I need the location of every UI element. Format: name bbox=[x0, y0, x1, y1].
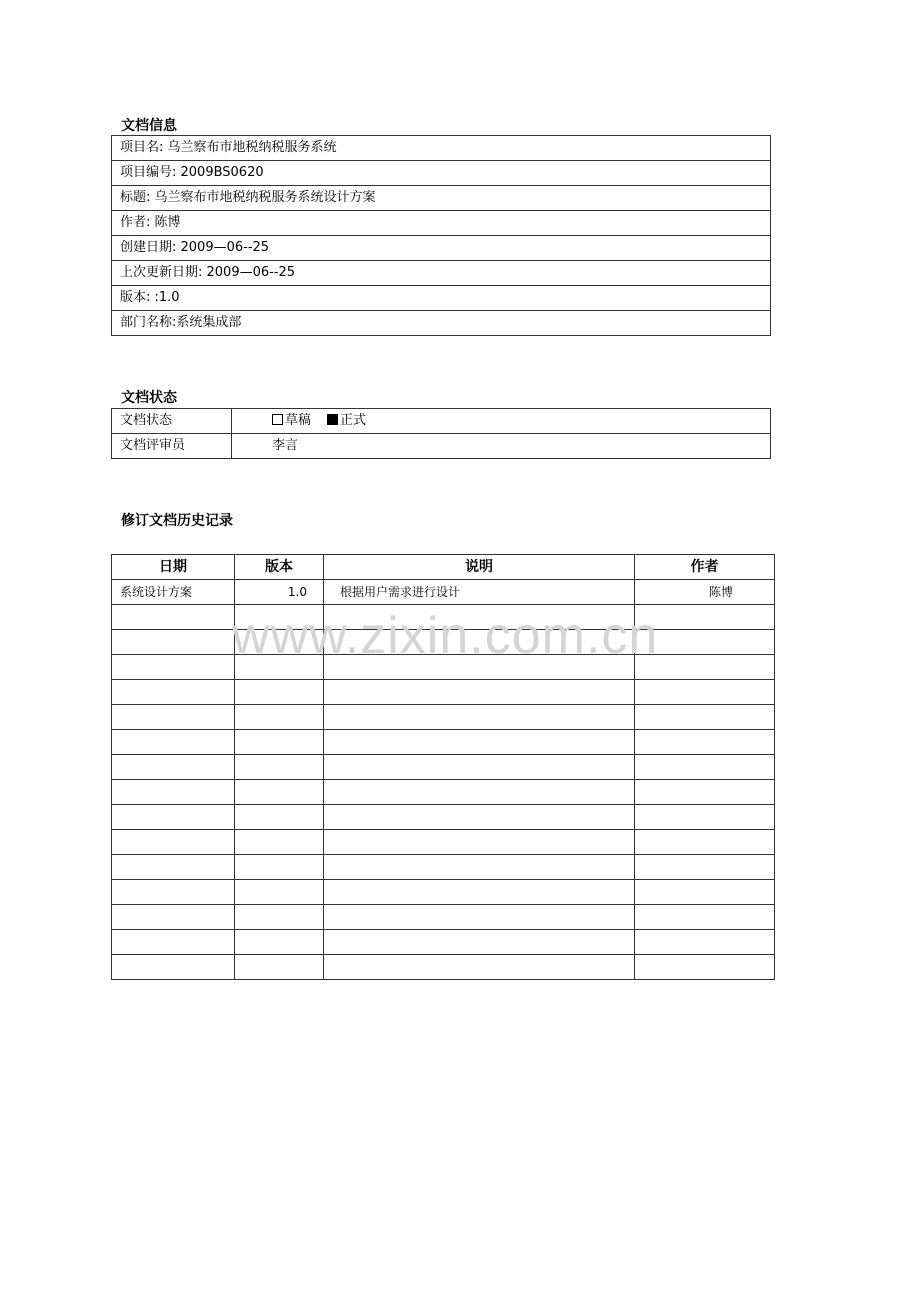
col-header-date: 日期 bbox=[112, 555, 235, 580]
cell-author bbox=[635, 730, 775, 755]
table-row bbox=[112, 580, 775, 605]
cell-description bbox=[324, 830, 635, 855]
cell-version bbox=[235, 805, 324, 830]
cell-author bbox=[635, 955, 775, 980]
doc-info-row bbox=[112, 311, 771, 336]
doc-info-row bbox=[112, 211, 771, 236]
cell-version bbox=[235, 705, 324, 730]
cell-date bbox=[112, 880, 235, 905]
cell-date bbox=[112, 755, 235, 780]
cell-date bbox=[112, 855, 235, 880]
table-row bbox=[112, 680, 775, 705]
table-row bbox=[112, 755, 775, 780]
table-row bbox=[112, 905, 775, 930]
table-row bbox=[112, 730, 775, 755]
cell-author bbox=[635, 830, 775, 855]
cell-date bbox=[112, 780, 235, 805]
doc-info-cell: 项目名: 乌兰察布市地税纳税服务系统 bbox=[112, 136, 771, 161]
draft-checkbox-icon[interactable] bbox=[272, 414, 283, 425]
cell-date: 系统设计方案 bbox=[112, 580, 235, 605]
col-header-author: 作者 bbox=[635, 555, 775, 580]
table-row bbox=[112, 705, 775, 730]
history-header-row bbox=[112, 555, 775, 580]
doc-info-table bbox=[111, 135, 771, 336]
cell-author bbox=[635, 805, 775, 830]
cell-author bbox=[635, 680, 775, 705]
draft-option-label: 草稿 bbox=[285, 413, 312, 428]
doc-info-row bbox=[112, 161, 771, 186]
cell-date bbox=[112, 680, 235, 705]
doc-info-cell: 上次更新日期: 2009—06--25 bbox=[112, 261, 771, 286]
doc-info-cell: 标题: 乌兰察布市地税纳税服务系统设计方案 bbox=[112, 186, 771, 211]
cell-description bbox=[324, 780, 635, 805]
doc-info-cell: 部门名称:系统集成部 bbox=[112, 311, 771, 336]
cell-date bbox=[112, 930, 235, 955]
cell-version bbox=[235, 930, 324, 955]
cell-date bbox=[112, 905, 235, 930]
cell-author bbox=[635, 930, 775, 955]
cell-date bbox=[112, 705, 235, 730]
final-option-label: 正式 bbox=[340, 413, 367, 428]
doc-info-cell: 作者: 陈博 bbox=[112, 211, 771, 236]
table-row bbox=[112, 855, 775, 880]
status-label: 文档状态 bbox=[112, 409, 232, 434]
doc-info-cell: 项目编号: 2009BS0620 bbox=[112, 161, 771, 186]
col-header-version: 版本 bbox=[235, 555, 324, 580]
cell-version bbox=[235, 880, 324, 905]
cell-version: 1.0 bbox=[235, 580, 324, 605]
table-row bbox=[112, 930, 775, 955]
status-options bbox=[232, 409, 771, 434]
cell-version bbox=[235, 780, 324, 805]
cell-description bbox=[324, 880, 635, 905]
reviewer-value: 李言 bbox=[232, 434, 771, 459]
cell-date bbox=[112, 655, 235, 680]
cell-date bbox=[112, 730, 235, 755]
cell-author bbox=[635, 780, 775, 805]
doc-info-row bbox=[112, 261, 771, 286]
doc-info-row bbox=[112, 136, 771, 161]
doc-info-cell: 创建日期: 2009—06--25 bbox=[112, 236, 771, 261]
table-row bbox=[112, 830, 775, 855]
doc-info-heading: 文档信息 bbox=[121, 118, 177, 134]
col-header-description: 说明 bbox=[324, 555, 635, 580]
doc-status-heading: 文档状态 bbox=[121, 390, 177, 406]
cell-author bbox=[635, 705, 775, 730]
table-row bbox=[112, 780, 775, 805]
cell-description bbox=[324, 955, 635, 980]
cell-date bbox=[112, 605, 235, 630]
reviewer-label: 文档评审员 bbox=[112, 434, 232, 459]
cell-description bbox=[324, 805, 635, 830]
cell-date bbox=[112, 630, 235, 655]
cell-date bbox=[112, 805, 235, 830]
doc-info-row bbox=[112, 186, 771, 211]
cell-description bbox=[324, 855, 635, 880]
doc-info-row bbox=[112, 236, 771, 261]
table-row bbox=[112, 955, 775, 980]
doc-status-table bbox=[111, 408, 771, 459]
cell-version bbox=[235, 680, 324, 705]
cell-version bbox=[235, 905, 324, 930]
cell-description: 根据用户需求进行设计 bbox=[324, 580, 635, 605]
reviewer-row bbox=[112, 434, 771, 459]
cell-date bbox=[112, 830, 235, 855]
cell-author bbox=[635, 855, 775, 880]
cell-author bbox=[635, 755, 775, 780]
cell-author bbox=[635, 905, 775, 930]
cell-author bbox=[635, 880, 775, 905]
cell-description bbox=[324, 680, 635, 705]
cell-author: 陈博 bbox=[635, 580, 775, 605]
cell-description bbox=[324, 705, 635, 730]
table-row bbox=[112, 880, 775, 905]
cell-date bbox=[112, 955, 235, 980]
cell-version bbox=[235, 730, 324, 755]
cell-version bbox=[235, 955, 324, 980]
cell-version bbox=[235, 755, 324, 780]
table-row bbox=[112, 805, 775, 830]
cell-description bbox=[324, 755, 635, 780]
doc-info-row bbox=[112, 286, 771, 311]
cell-description bbox=[324, 930, 635, 955]
doc-info-cell: 版本: :1.0 bbox=[112, 286, 771, 311]
cell-description bbox=[324, 905, 635, 930]
status-row bbox=[112, 409, 771, 434]
final-checkbox-icon[interactable] bbox=[327, 414, 338, 425]
cell-version bbox=[235, 830, 324, 855]
history-heading: 修订文档历史记录 bbox=[121, 513, 233, 529]
cell-description bbox=[324, 730, 635, 755]
cell-version bbox=[235, 855, 324, 880]
watermark: www.zixin.com.cn bbox=[232, 607, 659, 665]
